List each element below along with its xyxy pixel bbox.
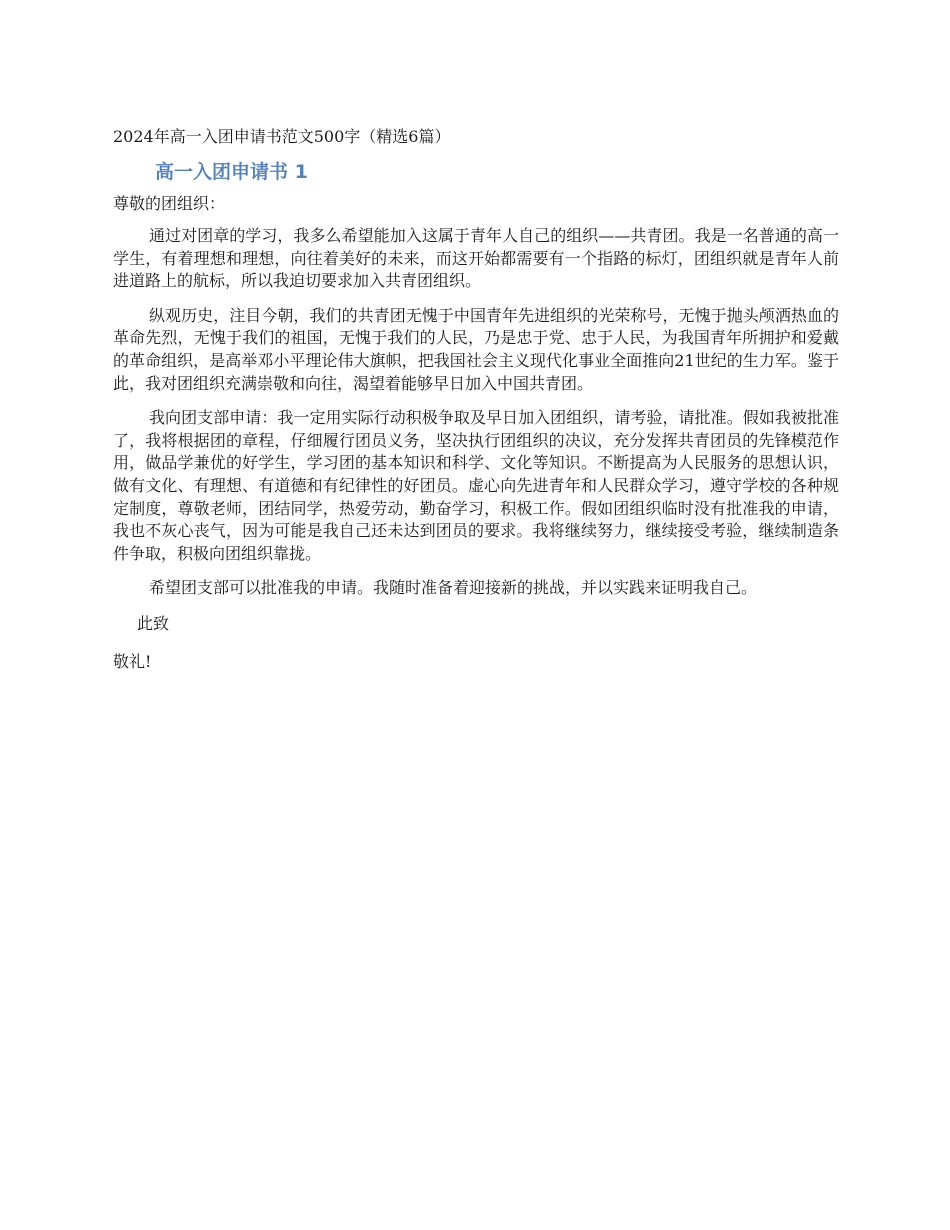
regards: 敬礼! (113, 651, 152, 671)
document-title: 2024年高一入团申请书范文500字（精选6篇） (113, 127, 451, 146)
body-paragraph-1: 通过对团章的学习，我多么希望能加入这属于青年人自己的组织——共青团。我是一名普通的高一学生，有着理想和理想，向往着美好的未来，而这开始都需要有一个指路的标灯，团组织就是青年人前进道路上的航标，所以我迫切要求加入共青团组织。 (113, 226, 839, 291)
body-paragraph-4: 希望团支部可以批准我的申请。我随时准备着迎接新的挑战，并以实践来证明我自己。 (149, 578, 758, 598)
body-paragraph-2: 纵观历史，注目今朝，我们的共青团无愧于中国青年先进组织的光荣称号，无愧于抛头颅洒热血的革命先烈，无愧于我们的祖国，无愧于我们的人民，乃是忠于党、忠于人民，为我国青年所拥护和爱戴的革命组织，是高举邓小平理论伟大旗帜，把我国社会主义现代化事业全面推向21世纪的生力军。鉴于此，我对团组织充满崇敬和向往，渴望着能够早日加入中国共青团。 (113, 305, 839, 393)
salutation: 尊敬的团组织： (113, 194, 226, 213)
closing-phrase: 此致 (137, 613, 170, 633)
body-paragraph-3: 我向团支部申请：我一定用实际行动积极争取及早日加入团组织，请考验，请批准。假如我被批准了，我将根据团的章程，仔细履行团员义务，坚决执行团组织的决议，充分发挥共青团员的先锋模范作用，做品学兼优的好学生，学习团的基本知识和科学、文化等知识。不断提高为人民服务的思想认识，做有文化、有理想、有道德和有纪律性的好团员。虚心向先进青年和人民群众学习，遵守学校的各种规定制度，尊敬老师，团结同学，热爱劳动，勤奋学习，积极工作。假如团组织临时没有批准我的申请，我也不灰心丧气，因为可能是我自己还未达到团员的要求。我将继续努力，继续接受考验，继续制造条件争取，积极向团组织靠拢。 (113, 408, 839, 563)
section-heading: 高一入团申请书 1 (155, 161, 308, 183)
document-page (113, 124, 839, 674)
